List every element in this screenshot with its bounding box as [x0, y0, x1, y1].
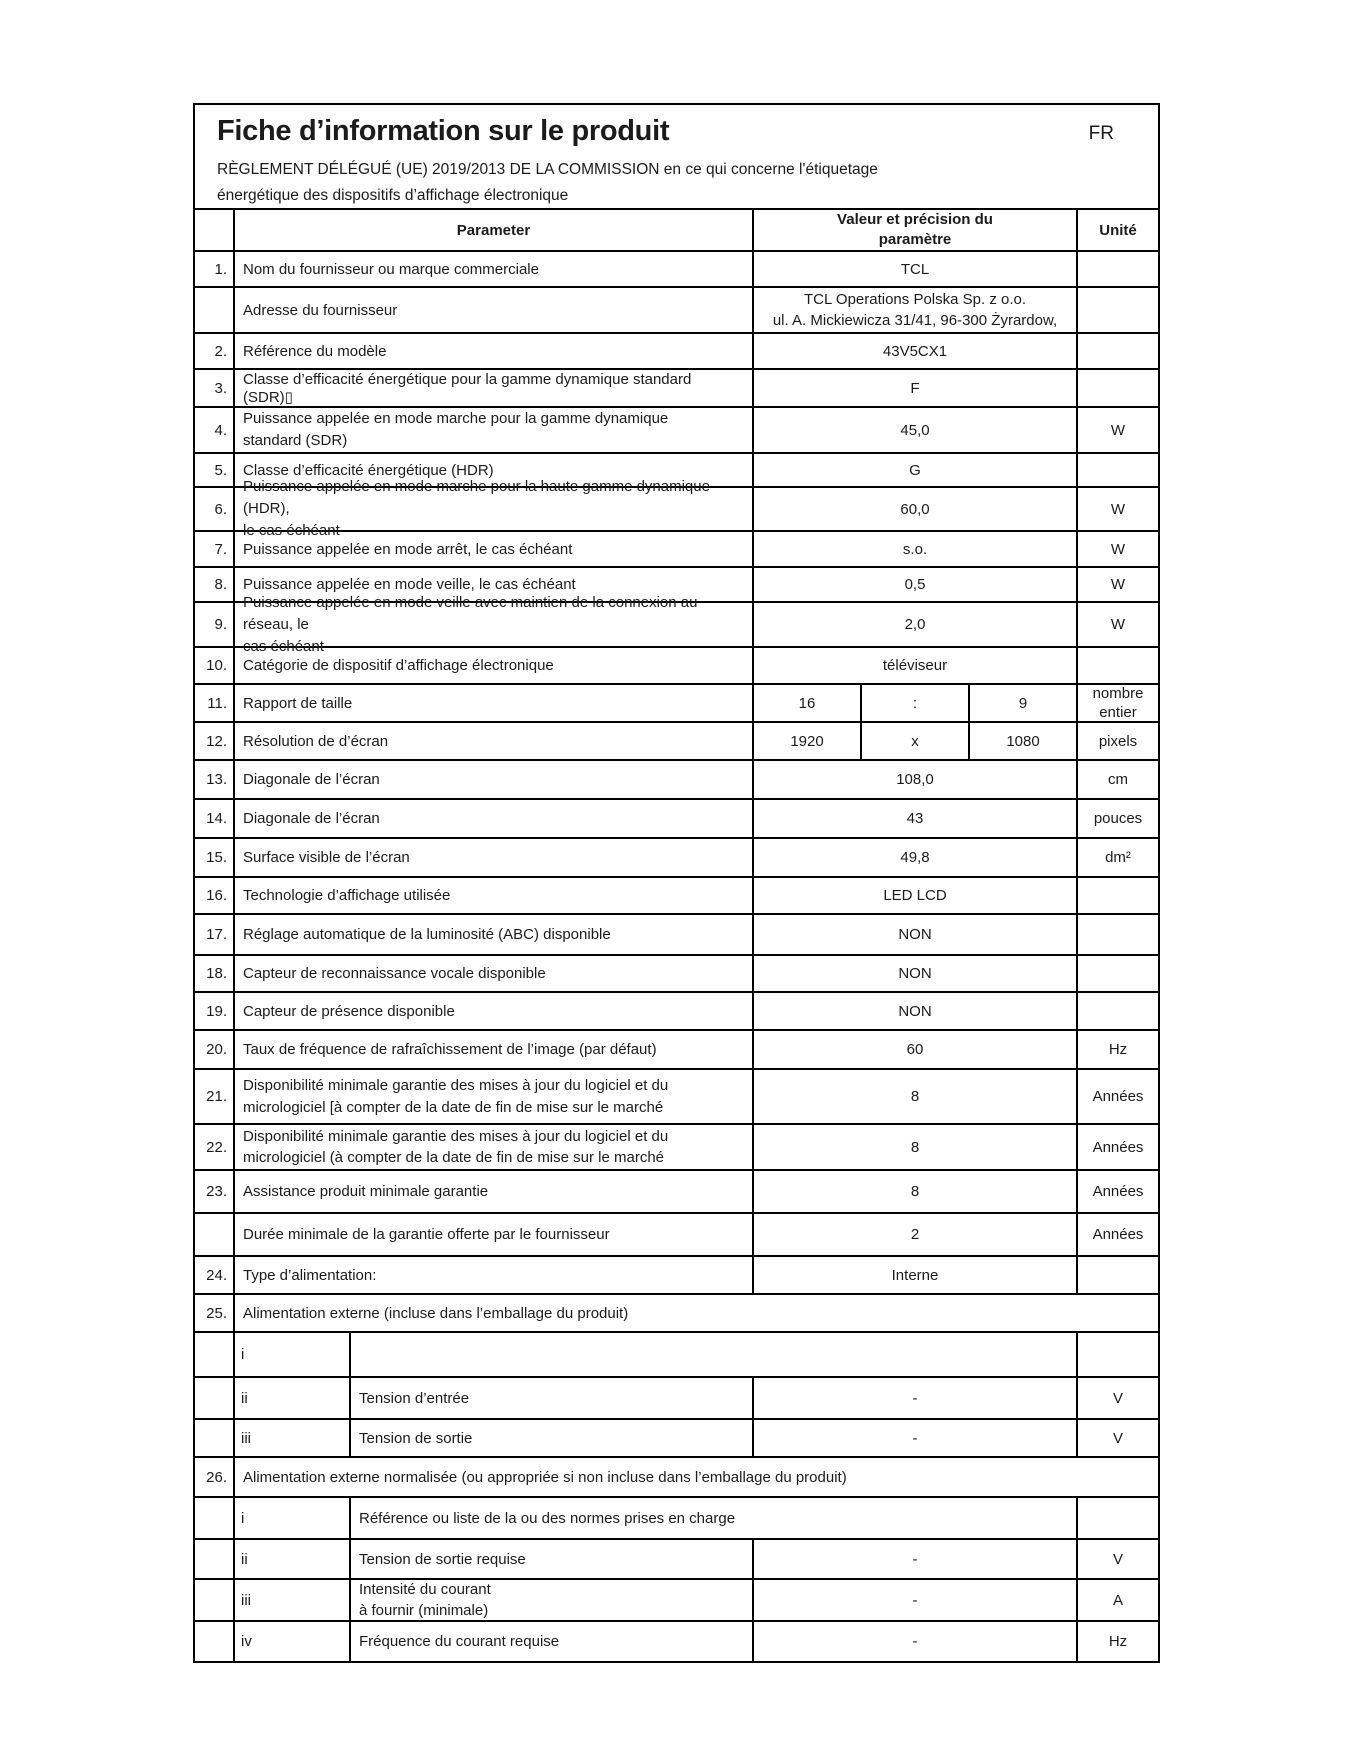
table-row	[195, 991, 1158, 1029]
row-number	[195, 1498, 235, 1538]
label-line2: standard (SDR)	[243, 432, 348, 449]
label-line1: Disponibilité minimale garantie des mises à jour du logiciel et du	[243, 1076, 669, 1094]
param-value	[754, 288, 1078, 332]
param-value: Interne	[754, 1257, 1078, 1293]
param-unit: V	[1112, 1389, 1123, 1407]
param-unit: Hz	[1108, 1633, 1128, 1650]
page-title: Fiche d’information sur le produit	[217, 115, 670, 147]
row-number: 22.	[195, 1125, 235, 1169]
title-block	[195, 105, 1158, 208]
param-unit: W	[1110, 616, 1126, 633]
row-number: 6.	[195, 488, 235, 530]
param-unit	[1078, 648, 1158, 683]
table-row	[195, 759, 1158, 798]
row-number	[195, 1214, 235, 1255]
table-header-row	[195, 208, 1158, 250]
param-label: Capteur de présence disponible	[235, 993, 754, 1029]
param-unit: Hz	[1108, 1041, 1128, 1058]
row-number	[195, 1333, 235, 1376]
unit-line2: entier	[1099, 704, 1137, 721]
sub-row	[195, 1496, 1158, 1538]
row-number	[195, 1580, 235, 1620]
param-label: Durée minimale de la garantie offerte par le fournisseur	[235, 1214, 754, 1255]
subtitle-line2: énergétique des dispositifs d’affichage électronique	[217, 187, 569, 204]
sub-label	[351, 1580, 754, 1620]
row-number: 7.	[195, 532, 235, 566]
param-unit	[1078, 956, 1158, 991]
label-line2: micrologiciel [à compter de la date de fin de mise sur le marché	[243, 1098, 664, 1116]
table-row	[195, 721, 1158, 759]
unit-line1: nombre	[1092, 685, 1144, 702]
param-label: Puissance appelée en mode arrêt, le cas échéant	[235, 532, 754, 566]
row-number: 13.	[195, 761, 235, 798]
param-value: NON	[754, 956, 1078, 991]
section-header-row	[195, 1293, 1158, 1331]
row-number: 21.	[195, 1070, 235, 1123]
param-label: Puissance appelée en mode veille, le cas échéant	[235, 568, 754, 601]
row-number: 14.	[195, 800, 235, 837]
row-number: 10.	[195, 648, 235, 683]
col-header-parameter: Parameter	[235, 210, 754, 250]
param-value: NON	[754, 993, 1078, 1029]
param-label	[235, 1070, 754, 1123]
label-line2: à fournir (minimale)	[359, 1602, 489, 1619]
table-row	[195, 332, 1158, 368]
param-unit	[1078, 1498, 1158, 1538]
row-number: 2.	[195, 334, 235, 368]
value-line2: ul. A. Mickiewicza 31/41, 96-300 Żyrardow,	[772, 312, 1058, 329]
param-unit	[1078, 1333, 1158, 1376]
table-row	[195, 837, 1158, 876]
param-unit: V	[1112, 1429, 1123, 1447]
row-number: 25.	[195, 1295, 235, 1331]
param-unit: Années	[1092, 1138, 1144, 1156]
label-line1: Disponibilité minimale garantie des mises à jour du logiciel et du	[243, 1128, 669, 1145]
param-value: TCL	[754, 252, 1078, 286]
param-label	[235, 1125, 754, 1169]
sub-label: Tension de sortie	[351, 1420, 754, 1456]
table-row	[195, 1123, 1158, 1169]
param-value: 43	[754, 800, 1078, 837]
table-row	[195, 798, 1158, 837]
section-header-row	[195, 1456, 1158, 1496]
param-unit: Années	[1092, 1088, 1144, 1105]
param-unit: W	[1110, 500, 1126, 518]
row-number: 24.	[195, 1257, 235, 1293]
table-row	[195, 876, 1158, 913]
row-number: 16.	[195, 878, 235, 913]
param-value: LED LCD	[754, 878, 1078, 913]
param-label: Diagonale de l’écran	[235, 800, 754, 837]
param-value: 60	[754, 1031, 1078, 1068]
param-unit: dm²	[1105, 849, 1131, 866]
sub-index: ii	[235, 1378, 351, 1418]
param-label: Type d’alimentation:	[235, 1257, 754, 1293]
param-label: Réglage automatique de la luminosité (ABC) disponible	[235, 915, 754, 954]
param-unit: V	[1112, 1550, 1123, 1568]
param-unit: pixels	[1098, 732, 1138, 750]
param-unit: Années	[1092, 1183, 1144, 1200]
label-line1: Puissance appelée en mode veille avec maintien de la connexion au réseau, le	[243, 593, 698, 633]
row-number: 19.	[195, 993, 235, 1029]
param-unit	[1078, 252, 1158, 286]
ratio-width: 16	[754, 685, 862, 721]
sub-row	[195, 1538, 1158, 1578]
param-value: 2,0	[754, 603, 1078, 646]
param-unit: W	[1110, 576, 1126, 593]
product-information-sheet	[193, 103, 1160, 1663]
param-label	[235, 478, 754, 539]
row-number: 11.	[195, 685, 235, 721]
param-label	[235, 593, 754, 655]
section-label: Alimentation externe (incluse dans l’emballage du produit)	[243, 1304, 629, 1322]
param-value: 8	[754, 1171, 1078, 1212]
param-unit: W	[1110, 421, 1126, 439]
param-value: 0,5	[754, 568, 1078, 601]
table-row	[195, 1255, 1158, 1293]
param-value: 49,8	[754, 839, 1078, 876]
sub-index: ii	[235, 1540, 351, 1578]
param-unit: A	[1112, 1591, 1123, 1609]
row-number: 23.	[195, 1171, 235, 1212]
table-row	[195, 478, 1158, 539]
row-number: 15.	[195, 839, 235, 876]
value-line1: TCL Operations Polska Sp. z o.o.	[803, 291, 1027, 308]
param-value: s.o.	[754, 532, 1078, 566]
param-label: Surface visible de l’écran	[235, 839, 754, 876]
param-unit	[1078, 288, 1158, 332]
param-value: F	[754, 370, 1078, 406]
col-header-value-line1: Valeur et précision du	[837, 211, 993, 228]
sub-index: iv	[235, 1622, 351, 1661]
table-row	[195, 530, 1158, 566]
row-number: 8.	[195, 568, 235, 601]
param-value-triple	[754, 685, 1078, 721]
param-value: téléviseur	[754, 648, 1078, 683]
table-row	[195, 913, 1158, 954]
table-row	[195, 1029, 1158, 1068]
param-unit: cm	[1108, 771, 1128, 788]
label-line1: Puissance appelée en mode marche pour la haute gamme dynamique (HDR),	[243, 478, 710, 517]
param-label: Catégorie de dispositif d’affichage électronique	[235, 648, 754, 683]
table-row	[195, 954, 1158, 991]
regulation-subtitle	[217, 157, 1138, 209]
col-header-value	[754, 210, 1078, 250]
label-line1: Puissance appelée en mode marche pour la gamme dynamique	[243, 410, 669, 427]
sub-row	[195, 1376, 1158, 1418]
param-value: 60,0	[754, 488, 1078, 530]
table-row	[195, 646, 1158, 683]
subtitle-line1: RÈGLEMENT DÉLÉGUÉ (UE) 2019/2013 DE LA COMMISSION en ce qui concerne l'étiquetage	[217, 161, 878, 178]
sub-label: Tension de sortie requise	[351, 1540, 754, 1578]
param-value-triple	[754, 723, 1078, 759]
table-row	[195, 1212, 1158, 1255]
row-number	[195, 1622, 235, 1661]
row-number: 20.	[195, 1031, 235, 1068]
param-unit: Années	[1092, 1226, 1144, 1243]
param-unit	[1078, 334, 1158, 368]
param-unit	[1078, 915, 1158, 954]
row-number: 26.	[195, 1458, 235, 1496]
param-unit	[1078, 1257, 1158, 1293]
row-number	[195, 1540, 235, 1578]
param-value: -	[754, 1420, 1078, 1456]
param-label: Résolution de d’écran	[235, 723, 754, 759]
col-header-value-line2: paramètre	[878, 231, 952, 248]
section-label: Alimentation externe normalisée (ou appropriée si non incluse dans l’emballage du produit)	[243, 1468, 847, 1486]
ratio-height: 9	[1018, 694, 1028, 712]
param-label: Technologie d’affichage utilisée	[235, 878, 754, 913]
param-label	[235, 408, 754, 452]
table-row	[195, 406, 1158, 452]
param-label: Rapport de taille	[235, 685, 754, 721]
param-label: Référence du modèle	[235, 334, 754, 368]
language-badge: FR	[1088, 123, 1114, 144]
table-row	[195, 250, 1158, 286]
sub-row	[195, 1331, 1158, 1376]
param-unit	[1078, 370, 1158, 406]
table-row	[195, 286, 1158, 332]
param-value: 108,0	[754, 761, 1078, 798]
row-number: 5.	[195, 454, 235, 486]
sub-label: Fréquence du courant requise	[351, 1622, 754, 1661]
sub-label	[351, 1333, 1078, 1376]
sub-index: i	[235, 1498, 351, 1538]
param-value: 8	[754, 1125, 1078, 1169]
sub-index: iii	[235, 1580, 351, 1620]
param-label: Diagonale de l’écran	[235, 761, 754, 798]
label-line1: Intensité du courant	[359, 1581, 491, 1598]
table-row	[195, 368, 1158, 406]
row-number	[195, 1420, 235, 1456]
label-line2: le cas échéant	[243, 522, 340, 539]
param-value: -	[754, 1540, 1078, 1578]
table-row	[195, 593, 1158, 655]
param-value: -	[754, 1622, 1078, 1661]
row-number: 4.	[195, 408, 235, 452]
row-number	[195, 288, 235, 332]
col-header-number	[195, 210, 235, 250]
sub-index: iii	[235, 1420, 351, 1456]
col-header-unit: Unité	[1099, 221, 1137, 239]
sub-label: Référence ou liste de la ou des normes prises en charge	[351, 1498, 1078, 1538]
param-value: G	[754, 454, 1078, 486]
resolution-width: 1920	[754, 723, 862, 759]
param-unit: W	[1110, 540, 1126, 558]
param-value: -	[754, 1580, 1078, 1620]
row-number: 17.	[195, 915, 235, 954]
resolution-separator: x	[862, 723, 970, 759]
label-line2: cas échéant	[243, 637, 324, 655]
param-unit	[1078, 454, 1158, 486]
row-number: 18.	[195, 956, 235, 991]
resolution-height: 1080	[1006, 732, 1040, 750]
sub-index: i	[235, 1333, 351, 1376]
param-label: Classe d’efficacité énergétique (HDR)	[235, 454, 754, 486]
ratio-separator: :	[862, 685, 970, 721]
sub-label: Tension d’entrée	[351, 1378, 754, 1418]
param-unit	[1078, 878, 1158, 913]
row-number: 1.	[195, 252, 235, 286]
table-row	[195, 1169, 1158, 1212]
param-label: Adresse du fournisseur	[235, 288, 754, 332]
param-value: 45,0	[754, 408, 1078, 452]
param-label: Taux de fréquence de rafraîchissement de l’image (par défaut)	[235, 1031, 754, 1068]
param-label: Classe d’efficacité énergétique pour la gamme dynamique standard (SDR)▯	[235, 370, 754, 406]
table-row	[195, 1068, 1158, 1123]
row-number	[195, 1378, 235, 1418]
param-value: 2	[754, 1214, 1078, 1255]
row-number: 3.	[195, 370, 235, 406]
sub-row	[195, 1578, 1158, 1620]
sub-row	[195, 1418, 1158, 1456]
param-value: NON	[754, 915, 1078, 954]
param-value: -	[754, 1378, 1078, 1418]
sub-row	[195, 1620, 1158, 1661]
row-number: 9.	[195, 603, 235, 646]
param-value: 43V5CX1	[754, 334, 1078, 368]
param-unit	[1078, 685, 1158, 721]
param-label: Assistance produit minimale garantie	[235, 1171, 754, 1212]
param-unit: pouces	[1093, 810, 1143, 827]
param-label: Nom du fournisseur ou marque commerciale	[235, 252, 754, 286]
label-line2: micrologiciel (à compter de la date de fin de mise sur le marché	[243, 1149, 665, 1166]
row-number: 12.	[195, 723, 235, 759]
table-row	[195, 683, 1158, 721]
param-label: Capteur de reconnaissance vocale disponible	[235, 956, 754, 991]
param-value: 8	[754, 1070, 1078, 1123]
param-unit	[1078, 993, 1158, 1029]
